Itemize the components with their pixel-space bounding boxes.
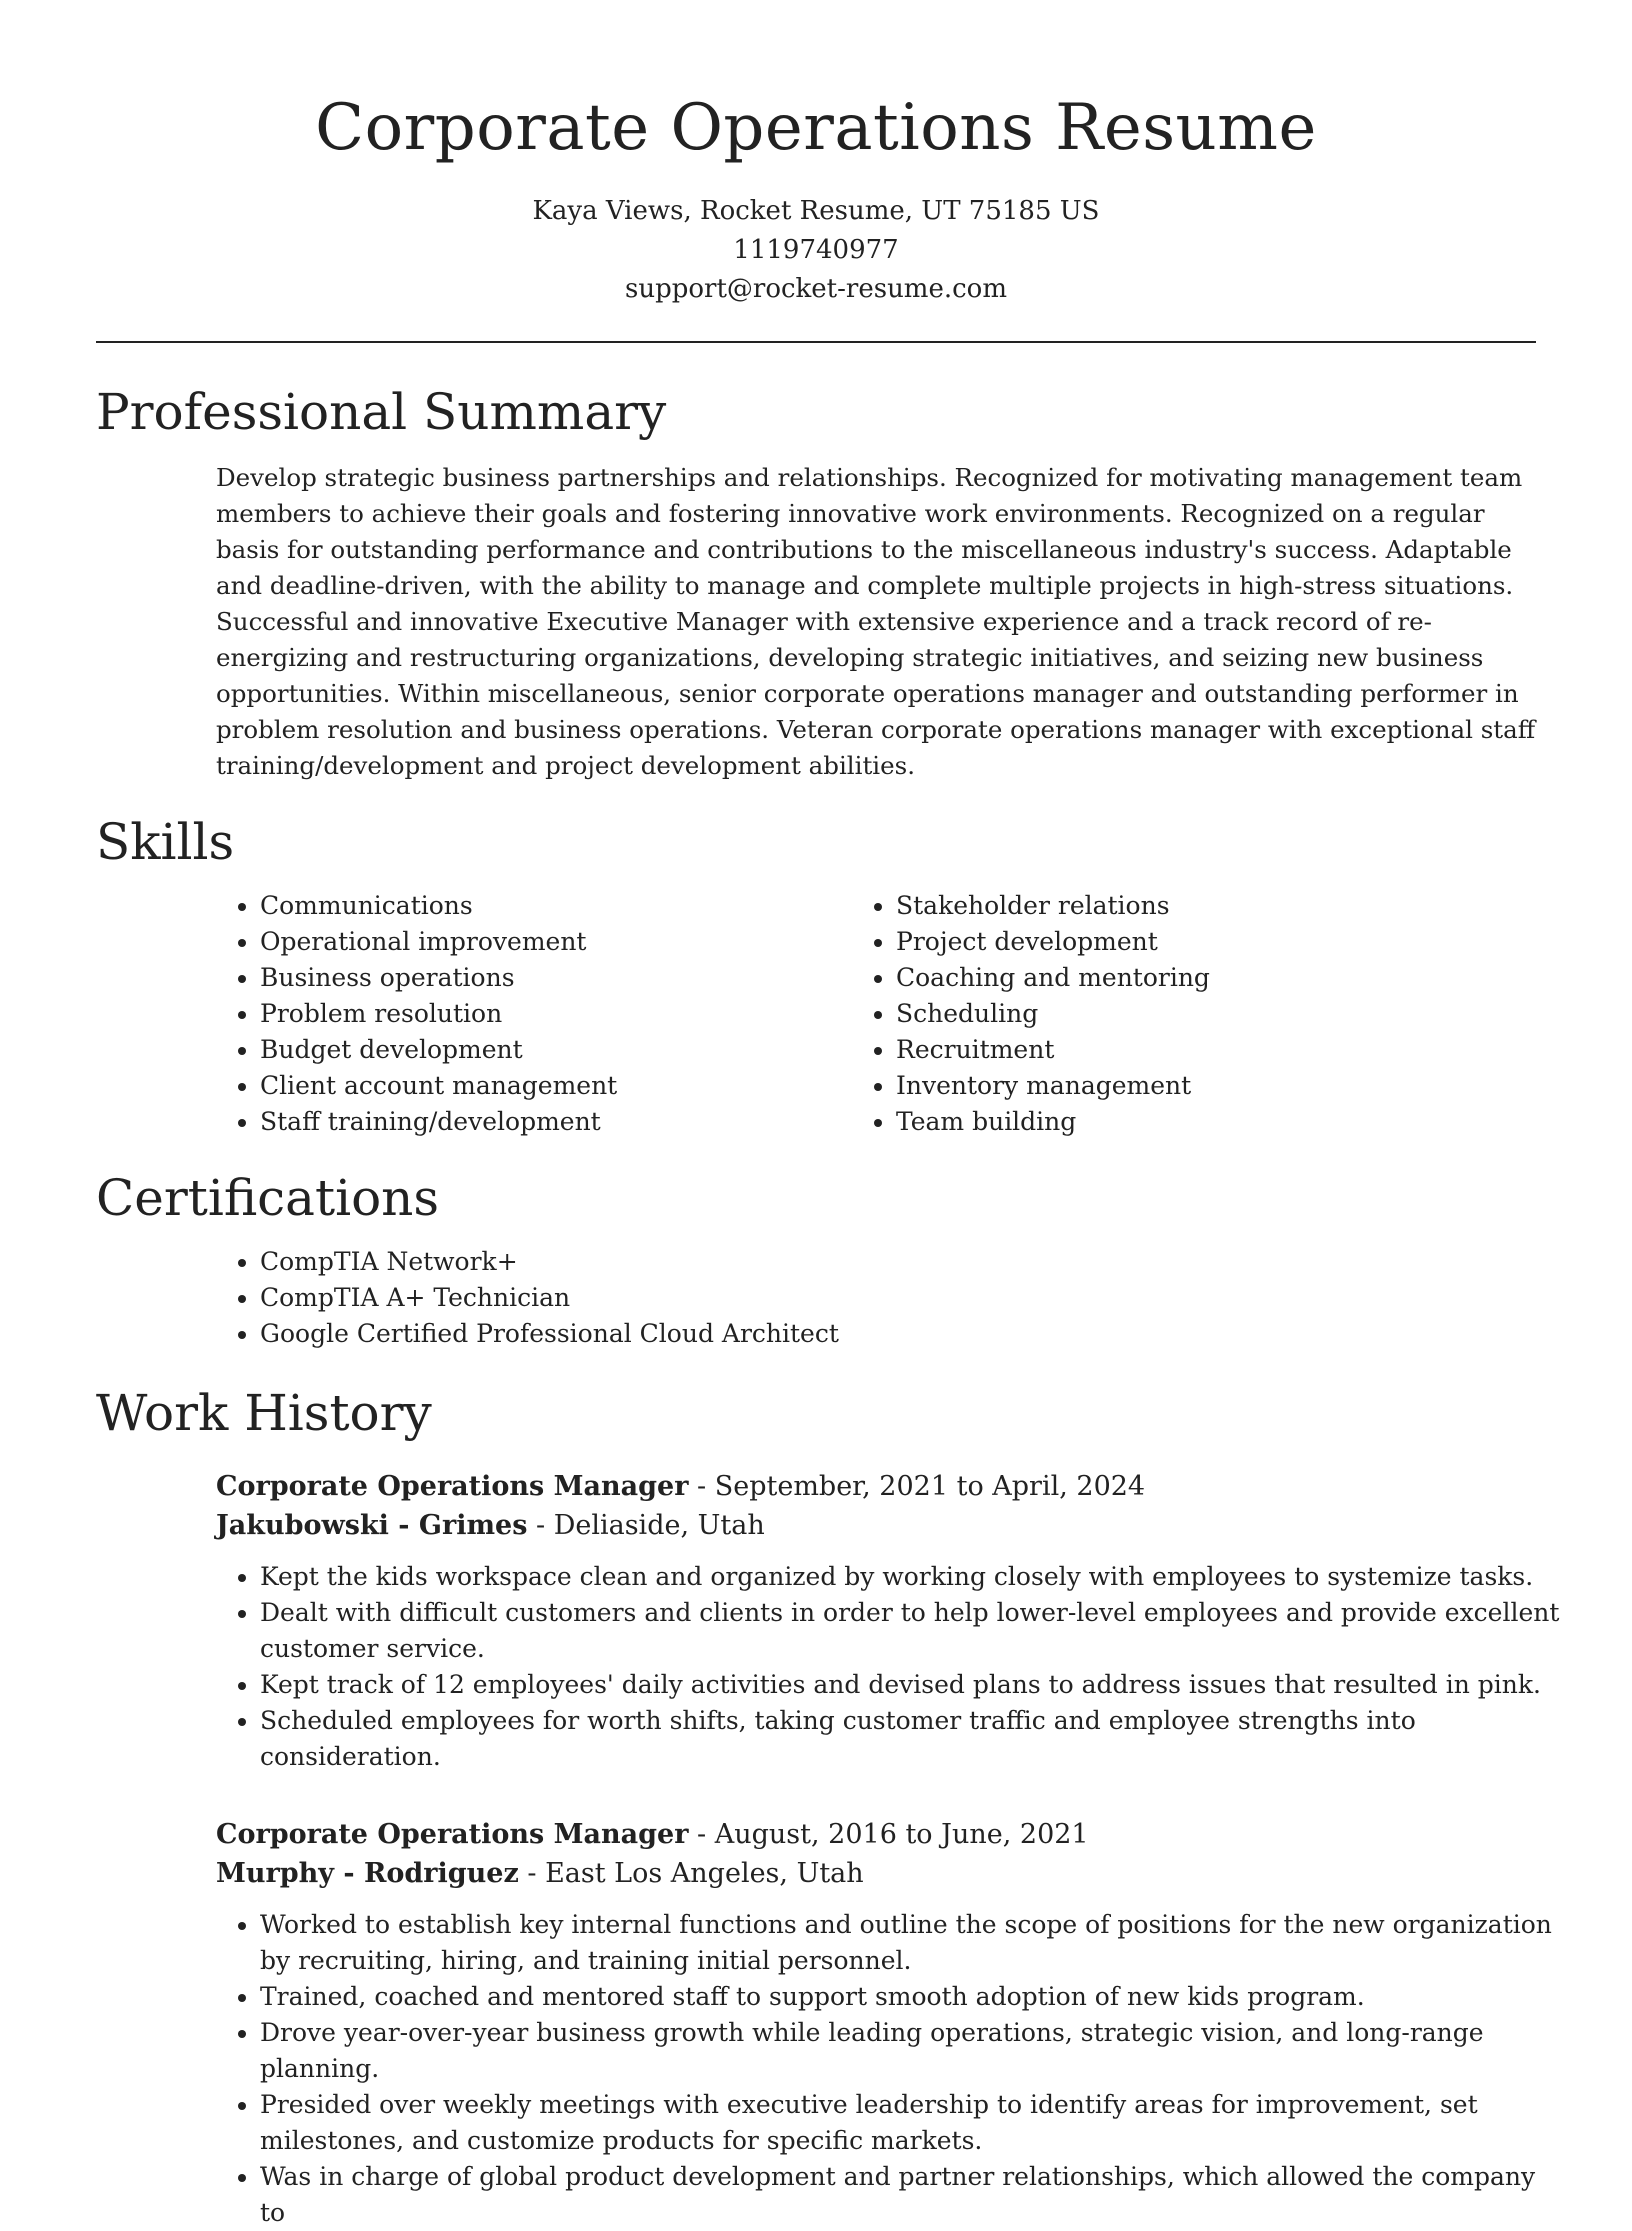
job-bullets	[216, 1559, 1560, 1775]
skill-item: • Staff training/development	[260, 1104, 744, 1140]
job-bullet: • Drove year-over-year business growth while leading operations, strategic vision, and long-range planning.	[260, 2015, 1560, 2087]
job-bullets	[216, 1907, 1560, 2231]
skill-item: • Business operations	[260, 960, 744, 996]
job-dates: September, 2021 to April, 2024	[714, 1471, 1146, 1502]
job-bullet: • Dealt with difficult customers and clients in order to help lower-level employees and provide excellent customer service.	[260, 1595, 1560, 1667]
certifications-heading: Certifications	[96, 1169, 440, 1227]
summary-heading: Professional Summary	[96, 383, 667, 441]
skill-item: • Coaching and mentoring	[896, 960, 1380, 996]
job-bullet: • Presided over weekly meetings with executive leadership to identify areas for improvement, set milestones, and customize products for specific markets.	[260, 2087, 1560, 2159]
job-dates: August, 2016 to June, 2021	[714, 1819, 1089, 1850]
job-location: Deliaside, Utah	[553, 1510, 765, 1541]
skill-item: • Operational improvement	[260, 924, 744, 960]
job-title-line: Corporate Operations Manager - September, 2021 to April, 2024	[216, 1471, 1146, 1502]
skills-section	[96, 812, 1536, 1140]
skill-item: • Client account management	[260, 1068, 744, 1104]
skill-item: • Scheduling	[896, 996, 1380, 1032]
resume-header	[0, 0, 1632, 309]
job-company-line: Murphy - Rodriguez - East Los Angeles, Utah	[216, 1858, 864, 1889]
certification-item: • CompTIA Network+	[260, 1244, 1536, 1280]
job-entry	[216, 1467, 1560, 1775]
certification-item: • CompTIA A+ Technician	[260, 1280, 1536, 1316]
job-location: East Los Angeles, Utah	[545, 1858, 864, 1889]
certification-item: • Google Certified Professional Cloud Architect	[260, 1316, 1536, 1352]
skill-item: • Communications	[260, 888, 744, 924]
job-bullet: • Was in charge of global product development and partner relationships, which allowed the company to	[260, 2159, 1560, 2231]
skills-columns	[96, 888, 1536, 1140]
work-history-heading: Work History	[96, 1384, 432, 1442]
job-bullet: • Scheduled employees for worth shifts, taking customer traffic and employee strengths into consideration.	[260, 1703, 1560, 1775]
summary-text: Develop strategic business partnerships and relationships. Recognized for motivating management team members to achieve their goals and fostering innovative work environments. Recognized on a regular basis for outstanding performance and contributions to the miscellaneous industry's success. Adaptable and deadline-driven, with the ability to manage and complete multiple projects in high-stress situations. Successful and innovative Executive Manager with extensive experience and a track record of re-energizing and restructuring organizations, developing strategic initiatives, and seizing new business opportunities. Within miscellaneous, senior corporate operations manager and outstanding performer in problem resolution and business operations. Veteran corporate operations manager with exceptional staff training/development and project development abilities.	[216, 463, 1536, 780]
work-history-section	[96, 1383, 1560, 2231]
skill-item: • Team building	[896, 1104, 1380, 1140]
skill-item: • Inventory management	[896, 1068, 1380, 1104]
summary-section	[96, 382, 1536, 784]
skill-item: • Project development	[896, 924, 1380, 960]
address: Kaya Views, Rocket Resume, UT 75185 US	[532, 196, 1100, 226]
skills-list-left	[96, 888, 744, 1140]
skill-item: • Recruitment	[896, 1032, 1380, 1068]
email: support@rocket-resume.com	[624, 274, 1007, 304]
job-entry	[216, 1815, 1552, 2231]
job-company-line: Jakubowski - Grimes - Deliaside, Utah	[216, 1510, 765, 1541]
job-company: Murphy - Rodriguez	[216, 1858, 519, 1889]
job-title: Corporate Operations Manager	[216, 1819, 689, 1850]
header-divider	[96, 341, 1536, 343]
job-company: Jakubowski - Grimes	[216, 1510, 528, 1541]
resume-title: Corporate Operations Resume	[315, 91, 1317, 165]
skills-heading: Skills	[96, 813, 235, 871]
certifications-list	[96, 1244, 1536, 1352]
contact-info	[0, 192, 1632, 309]
job-title-line: Corporate Operations Manager - August, 2016 to June, 2021	[216, 1819, 1089, 1850]
skill-item: • Problem resolution	[260, 996, 744, 1032]
job-bullet: • Kept track of 12 employees' daily activities and devised plans to address issues that resulted in pink.	[260, 1667, 1560, 1703]
job-title: Corporate Operations Manager	[216, 1471, 689, 1502]
job-bullet: • Worked to establish key internal functions and outline the scope of positions for the new organization by recruiting, hiring, and training initial personnel.	[260, 1907, 1560, 1979]
job-bullet: • Trained, coached and mentored staff to support smooth adoption of new kids program.	[260, 1979, 1560, 2015]
skill-item: • Budget development	[260, 1032, 744, 1068]
skills-list-right	[744, 888, 1380, 1140]
certifications-section	[96, 1168, 1536, 1352]
phone: 1119740977	[733, 235, 899, 265]
job-bullet: • Kept the kids workspace clean and organized by working closely with employees to systemize tasks.	[260, 1559, 1560, 1595]
skill-item: • Stakeholder relations	[896, 888, 1380, 924]
